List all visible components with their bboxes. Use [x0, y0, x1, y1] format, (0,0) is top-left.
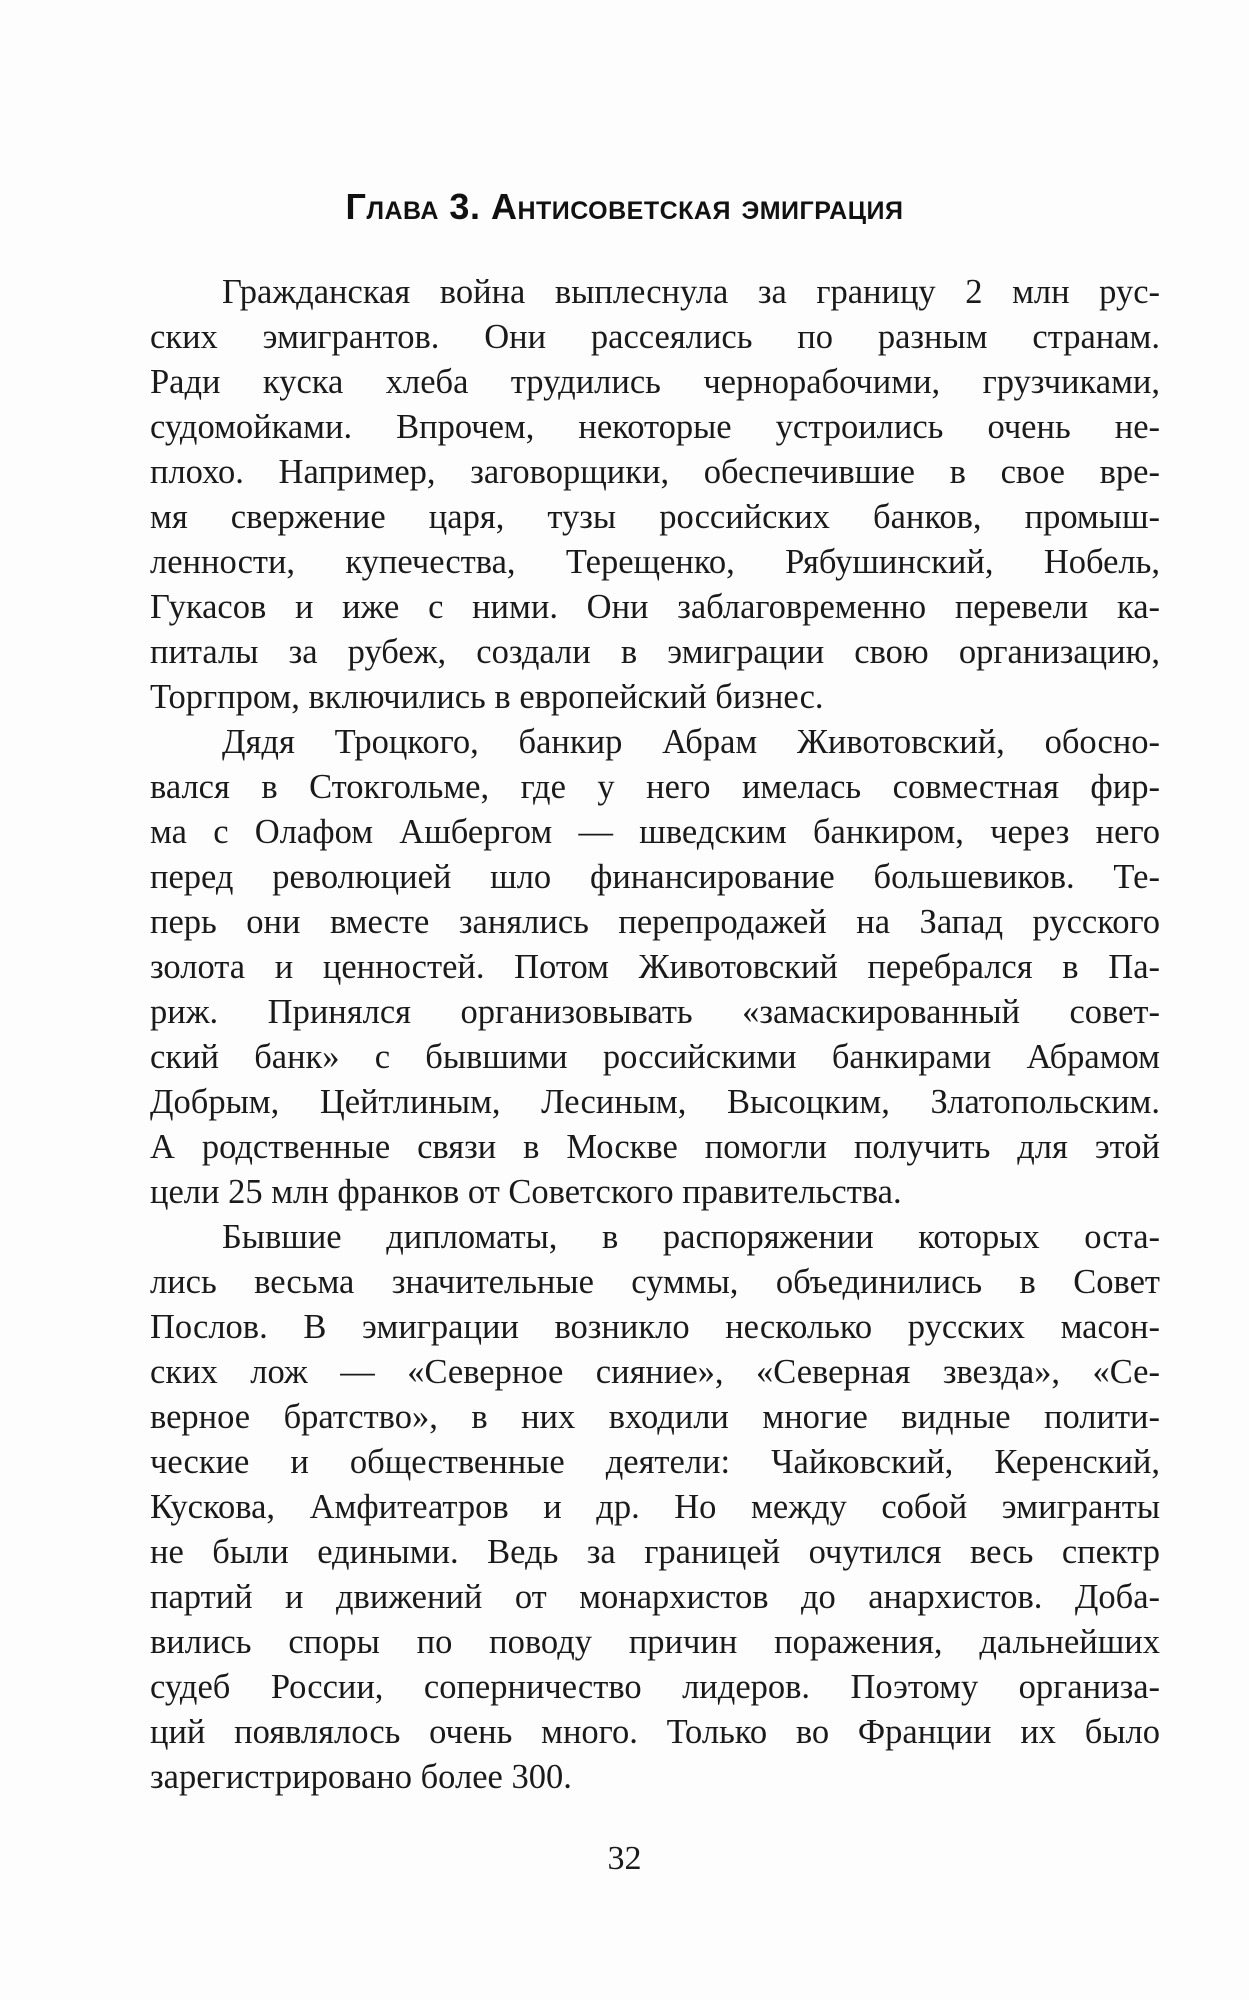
text-line: Торгпром, включились в европейский бизнес.: [150, 678, 824, 716]
text-line: верное братство», в них входили многие видные полити-: [150, 1398, 1160, 1436]
text-line: ций появлялось очень много. Только во Франции их было: [150, 1713, 1160, 1751]
text-line: партий и движений от монархистов до анархистов. Доба-: [150, 1578, 1160, 1616]
text-line: Добрым, Цейтлиным, Лесиным, Высоцким, Златопольским.: [150, 1083, 1160, 1121]
text-line: А родственные связи в Москве помогли получить для этой: [150, 1128, 1160, 1166]
text-line: Послов. В эмиграции возникло несколько русских масон-: [150, 1308, 1160, 1346]
text-line: Бывшие дипломаты, в распоряжении которых оста-: [222, 1218, 1160, 1256]
text-line: питалы за рубеж, создали в эмиграции свою организацию,: [150, 633, 1160, 671]
text-line: зарегистрировано более 300.: [150, 1758, 572, 1796]
text-line: Гукасов и иже с ними. Они заблаговременно перевели ка-: [150, 588, 1160, 626]
text-line: ских эмигрантов. Они рассеялись по разным странам.: [150, 318, 1160, 356]
text-line: цели 25 млн франков от Советского правительства.: [150, 1173, 902, 1211]
text-line: ленности, купечества, Терещенко, Рябушинский, Нобель,: [150, 543, 1160, 581]
text-line: плохо. Например, заговорщики, обеспечившие в свое вре-: [150, 453, 1160, 491]
text-line: лись весьма значительные суммы, объединились в Совет: [150, 1263, 1160, 1301]
text-line: судомойками. Впрочем, некоторые устроились очень не-: [150, 408, 1160, 446]
text-line: вался в Стокгольме, где у него имелась совместная фир-: [150, 768, 1160, 806]
text-line: перед революцией шло финансирование большевиков. Те-: [150, 858, 1160, 896]
text-line: ческие и общественные деятели: Чайковский, Керенский,: [150, 1443, 1160, 1481]
text-line: Гражданская война выплеснула за границу 2 млн рус-: [222, 273, 1160, 311]
text-line: не были едиными. Ведь за границей очутился весь спектр: [150, 1533, 1160, 1571]
text-line: Кускова, Амфитеатров и др. Но между собой эмигранты: [150, 1488, 1160, 1526]
text-line: ских лож — «Северное сияние», «Северная звезда», «Се-: [150, 1353, 1160, 1391]
text-line: судеб России, соперничество лидеров. Поэтому организа-: [150, 1668, 1160, 1706]
text-line: вились споры по поводу причин поражения, дальнейших: [150, 1623, 1160, 1661]
text-line: золота и ценностей. Потом Животовский перебрался в Па-: [150, 948, 1160, 986]
text-line: Дядя Троцкого, банкир Абрам Животовский, обосно-: [222, 723, 1160, 761]
text-line: ский банк» с бывшими российскими банкирами Абрамом: [150, 1038, 1160, 1076]
text-line: перь они вместе занялись перепродажей на Запад русского: [150, 903, 1160, 941]
text-line: ма с Олафом Ашбергом — шведским банкиром, через него: [150, 813, 1160, 851]
page-number: 32: [607, 1840, 642, 1877]
text-line: мя свержение царя, тузы российских банков, промыш-: [150, 498, 1160, 536]
text-line: Ради куска хлеба трудились чернорабочими, грузчиками,: [150, 363, 1160, 401]
chapter-title: Глава 3. Антисоветская эмиграция: [345, 186, 904, 227]
body-text: [150, 270, 1160, 1800]
text-line: риж. Принялся организовывать «замаскированный совет-: [150, 993, 1160, 1031]
